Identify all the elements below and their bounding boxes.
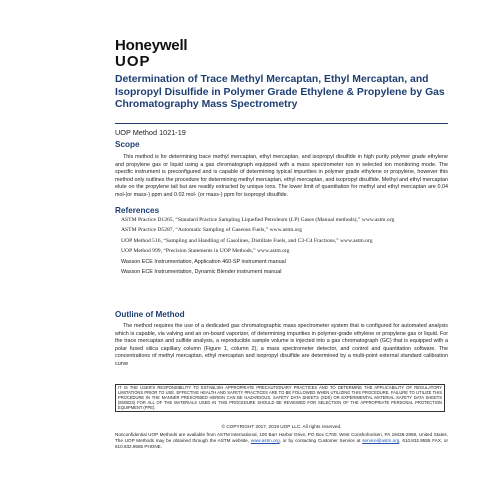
reference-item: Wasson ECE Instrumentation, Dynamic Blender instrument manual [121,268,282,275]
references-list [121,217,448,279]
reference-item: UOP Method 516, “Sampling and Handling of Gasolines, Distillate Fuels, and C3-C4 Fractions,” www.astm.org [121,237,373,244]
outline-text: The method requires the use of a dedicated gas chromatographic mass spectrometer system that is configured for automated analysis which is capable, via valving and an on-board vaporizer, of determining impurities in polymer-grade ethylene or propylene gas or liquid. For the trace mercaptan and sulfide analysis, a reproducible sample volume is injected into a gas chromatograph (GC) that is equipped with a polar fused silica capillary column (Figure 1, column 2), a mass spectrometer detector, and control and quantitation software. The concentrations of methyl mercaptan, ethyl mercaptan and isopropyl disulfide are determined by a multi-point external standard calibration curve [115,323,448,367]
brand-logo [115,38,187,69]
reference-item: ASTM Practice D1265, “Standard Practice Sampling Liquefied Petroleum (LP) Gases (Manual methods),” www.astm.org [121,217,395,223]
service-email-link[interactable]: service@astm.org [362,437,400,443]
brand-honeywell: Honeywell [115,37,188,54]
footer-text: Nonconfidential UOP Methods are available from ASTM International, 100 Barr Harbor Drive, PO Box C700, West Conshohocken, PA 19428-2959, United States. The UOP Methods may be obtained through the ASTM website, [115,432,448,443]
astm-website-link[interactable]: www.astm.org [250,437,280,443]
footer-text: , 610.832.9555 FAX, or 610.832.9585 PHONE. [115,437,449,449]
title-divider [115,123,448,124]
brand-uop: UOP [115,53,151,70]
method-number: UOP Method 1021-19 [115,128,186,137]
scope-heading: Scope [115,140,140,149]
reference-item: Wasson ECE Instrumentation, Application 460-SP instrument manual [121,258,286,265]
reference-item: ASTM Practice D5287, “Automatic Sampling of Gaseous Fuels,” www.astm.org [121,227,302,234]
safety-warning-box: IT IS THE USER'S RESPONSIBILITY TO ESTABLISH APPROPRIATE PRECAUTIONARY PRACTICES AND TO DETERMINE THE APPLICABILITY OF REGULATORY LIMITATIONS PRIOR TO USE. EFFECTIVE HEALTH AND SAFETY PRACTICES ARE TO BE FOLLOWED WHEN UTILIZING THIS PROCEDURE. FAILURE TO UTILIZE THIS PROCEDURE IN THE MANNER PRESCRIBED HEREIN CAN BE HAZARDOUS. SAFETY DATA SHEETS (SDS) OR EXPERIMENTAL MATERIAL SAFETY DATA SHEETS (EMSDS) FOR ALL OF THE MATERIALS USED IN THIS PROCEDURE SHOULD BE REVIEWED FOR SELECTION OF THE APPROPRIATE PERSONAL PROTECTION EQUIPMENT (PPE). [115,384,445,412]
outline-heading: Outline of Method [115,310,185,319]
footer-text: , or by contacting Customer Service at [279,437,363,443]
availability-footer [115,432,448,449]
copyright-notice: © COPYRIGHT 2017, 2019 UOP LLC. All rights reserved. [221,424,342,429]
document-title: Determination of Trace Methyl Mercaptan, Ethyl Mercaptan, and Isopropyl Disulfide in Polymer Grade Ethylene & Propylene by Gas Chromatography Mass Spectrometry [115,74,445,110]
references-heading: References [115,206,160,215]
scope-text: This method is for determining trace methyl mercaptan, ethyl mercaptan, and isopropyl disulfide in high purity polymer grade ethylene and propylene gas or liquid using a gas chromatograph equipped with a mass spectrometer run in selected ion monitoring mode. The specific instrument is preconfigured and is capable of determining typical impurities in polymer grade ethylene or propylene, however this method only outlines the procedure for determining methyl mercaptan, ethyl mercaptan, and isopropyl disulfide. Methyl and ethyl mercaptan elute on the propylene tail but are readily extracted by unique ions. The lower limit of quantitation for methyl and ethyl mercaptan are 0.04 mol-(or mass-) ppm and 0.02 mol- (or mass-) ppm for isopropyl disulfide. [115,154,448,198]
reference-item: UOP Method 999, “Precision Statements in UOP Methods,” www.astm.org [121,248,290,255]
